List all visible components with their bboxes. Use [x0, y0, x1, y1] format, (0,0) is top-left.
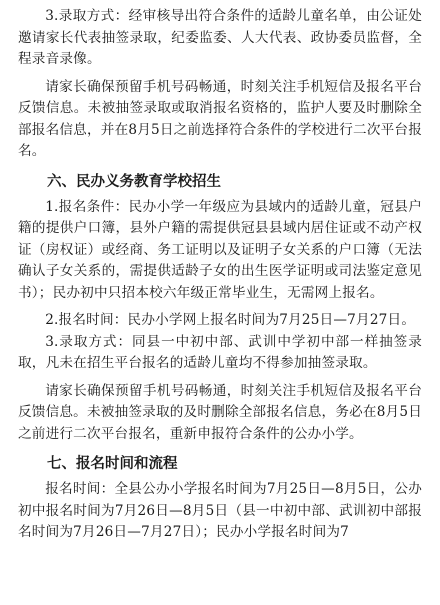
parent-notice-paragraph: 请家长确保预留手机号码畅通，时刻关注手机短信及报名平台反馈信息。未被抽签录取或取消报名资格的，监护人要及时删除全部报名信息，并在8月5日之前选择符合条件的学校进行二次平台报名。: [18, 78, 422, 159]
admission-method-paragraph: 3.录取方式：经审核导出符合条件的适龄儿童名单，由公证处邀请家长代表抽签录取，纪委监委、人大代表、政协委员监督，全程录音录像。: [18, 8, 422, 67]
section-heading-private-schools: 六、民办义务教育学校招生: [47, 173, 221, 190]
registration-time-paragraph: 2.报名时间：民办小学网上报名时间为7月25日—7月27日。: [45, 312, 416, 328]
private-admission-method-paragraph: 3.录取方式：同县一中初中部、武训中学初中部一样抽签录取，凡未在招生平台报名的适龄儿童均不得参加抽签录取。: [18, 333, 422, 371]
registration-conditions-paragraph: 1.报名条件：民办小学一年级应为县域内的适龄儿童，冠县户籍的提供户口簿，县外户籍的需提供冠县县域内居住证或不动产权证（房权证）或经商、务工证明以及证明子女关系的户口簿（无法确认子女关系的，需提供适龄子女的出生医学证明或司法鉴定意见书）；民办初中只招本校六年级正常毕业生，无需网上报名。: [18, 198, 422, 301]
section-heading-registration-process: 七、报名时间和流程: [47, 456, 178, 472]
registration-schedule-paragraph: 报名时间：全县公办小学报名时间为7月25日—8月5日，公办初中报名时间为7月26日—8月5日（县一中初中部、武训初中部报名时间为7月26日—7月27日）；民办小学报名时间为7: [18, 481, 422, 540]
private-parent-notice-paragraph: 请家长确保预留手机号码畅通，时刻关注手机短信及报名平台反馈信息。未被抽签录取的及时删除全部报名信息，务必在8月5日之前进行二次平台报名，重新申报符合条件的公办小学。: [18, 382, 422, 442]
